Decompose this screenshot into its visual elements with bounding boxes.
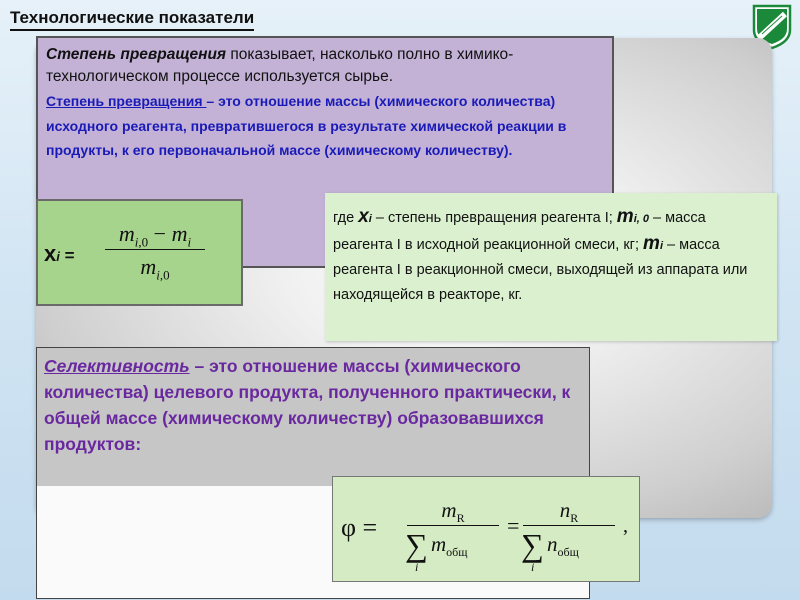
num-minus: − — [148, 221, 172, 246]
sigma-symbol: ∑ — [405, 527, 428, 563]
sigma-index-2: i — [531, 560, 535, 574]
formula-lhs-sub: i — [56, 249, 60, 264]
phi-lhs: φ = — [341, 513, 378, 542]
phi-den1-sub: общ — [446, 545, 468, 560]
legend-part-4: – масса реагента I в реакционной смеси, выходящей из аппарата или находящейся в реакторе, кг. — [333, 236, 748, 303]
num-var-2: m — [171, 221, 188, 246]
legend-x-sub: i — [368, 213, 372, 225]
legend-x-symbol: x — [358, 206, 369, 227]
formula-lhs-symbol: x — [44, 241, 57, 266]
phi-den1-var: m — [431, 532, 447, 556]
selectivity-text: – это отношение массы (химического количества) целевого продукта, полученного практически, к общей массе (химическому количеству) образовавшихся продуктов: — [44, 356, 571, 454]
phi-fraction-mass — [403, 495, 503, 576]
sigma-index: i — [415, 560, 419, 574]
phi-num-amount — [519, 495, 619, 525]
phi-num-mass — [403, 495, 503, 525]
conversion-fraction — [103, 219, 207, 282]
phi-num2-sub: R — [570, 511, 579, 526]
fraction-numerator — [103, 219, 207, 249]
definition-intro — [46, 44, 604, 88]
phi-equals: = — [507, 513, 520, 538]
selectivity-definition — [44, 353, 584, 457]
num-sub-zero: ,0 — [138, 234, 149, 250]
legend-m-symbol: m — [643, 232, 660, 254]
formula-lhs-eq: = — [59, 246, 75, 265]
legend-m0-sub: i, 0 — [633, 213, 649, 225]
legend-text — [333, 205, 769, 307]
selectivity-term: Селективность — [44, 356, 190, 376]
sigma-symbol-2: ∑ — [521, 527, 544, 563]
definition-text: показывает, насколько полно в химико-технологическом процессе используется сырье. — [46, 46, 514, 85]
selectivity-formula-box — [332, 476, 640, 582]
phi-num1-sub: R — [456, 511, 465, 526]
legend-m-sub: i — [659, 239, 663, 252]
phi-den-mass — [403, 526, 503, 576]
fraction-denominator — [103, 250, 207, 282]
definition-term-2: Степень превращения — [46, 93, 207, 109]
legend-box — [325, 193, 777, 341]
definition-term: Степень превращения — [46, 46, 227, 63]
phi-den2-var: n — [547, 532, 558, 556]
num-sub: i — [134, 234, 139, 250]
den-sub: i — [156, 267, 160, 283]
den-sub-zero: ,0 — [159, 267, 170, 283]
conversion-formula-box — [36, 199, 243, 306]
phi-num1-var: m — [441, 498, 457, 522]
legend-m0-symbol: m — [616, 206, 634, 227]
definition-formal — [46, 89, 604, 163]
legend-part-1: где — [333, 210, 359, 226]
num-var: m — [118, 221, 135, 246]
legend-part-2: – степень превращения реагента I; — [371, 210, 617, 226]
den-var: m — [140, 254, 157, 279]
phi-comma: , — [623, 515, 628, 537]
num-sub-2: i — [187, 234, 192, 250]
phi-num2-var: n — [559, 498, 571, 522]
definition-text-2: – это отношение массы (химического количества) исходного реагента, превратившегося в результате химической реакции в продукты, к его первоначальной массе (химическому количеству). — [46, 93, 567, 158]
page-title: Технологические показатели — [10, 8, 254, 31]
legend-part-3: – масса реагента I в исходной реакционной смеси, кг; — [333, 210, 706, 253]
formula-lhs — [44, 241, 75, 267]
phi-fraction-amount — [519, 495, 619, 576]
phi-den2-sub: общ — [557, 545, 579, 560]
phi-den-amount — [519, 526, 619, 576]
